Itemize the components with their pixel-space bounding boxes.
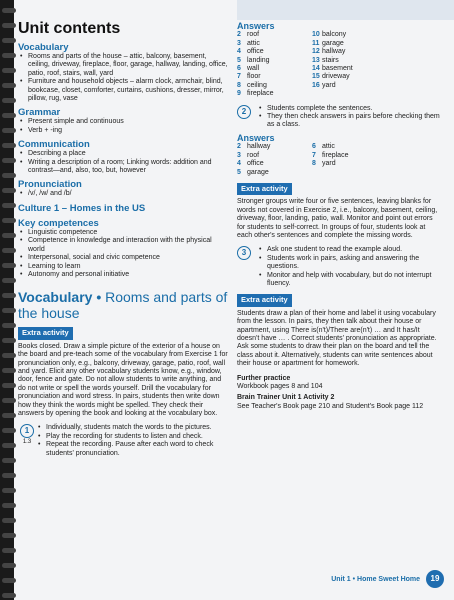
binding-ring [2, 593, 16, 598]
section-title: Vocabulary • Rooms and parts of the house [18, 289, 228, 322]
binding-ring [2, 293, 16, 298]
binding-ring [2, 323, 16, 328]
binding-ring [2, 143, 16, 148]
answer-word: office [247, 160, 264, 168]
binding-ring [2, 473, 16, 478]
exercise-1-list [36, 424, 228, 458]
answer-number: 11 [312, 39, 320, 47]
exercise-2-item: • They then check answers in pairs before checking them as a class. [267, 113, 442, 130]
vocab-list [18, 53, 228, 103]
answer-row [237, 143, 312, 151]
answer-word: roof [247, 151, 260, 159]
answer-row [312, 48, 387, 56]
exercise-2-list [257, 105, 442, 130]
answer-row [312, 31, 387, 39]
section-title-main: Vocabulary [18, 289, 93, 306]
binding-ring [2, 368, 16, 373]
answer-row [237, 90, 312, 98]
answer-word: garage [322, 39, 344, 47]
answer-word: floor [247, 73, 261, 81]
answer-word: balcony [322, 31, 347, 39]
answer-row [237, 160, 312, 168]
section-title-sub: Rooms and parts of the house [18, 289, 228, 322]
culture-heading: Culture 1 – Homes in the US [18, 202, 146, 214]
exercise-1-item: • Repeat the recording. Pause after each word to check students' pronunciation. [46, 441, 228, 458]
competence-item: • Competence in knowledge and interaction with the physical world [28, 237, 228, 254]
answer-row [312, 65, 387, 73]
binding-ring [2, 443, 16, 448]
answer-word: roof [247, 31, 260, 39]
pronunciation-item: • /v/, /w/ and /b/ [28, 190, 228, 198]
exercise-1-item: • Play the recording for students to listen and check. [46, 433, 228, 441]
binding-ring [2, 398, 16, 403]
binding-ring [2, 428, 16, 433]
answer-number: 3 [237, 39, 241, 47]
binding-ring [2, 278, 16, 283]
left-column [18, 20, 228, 458]
competence-item: • Interpersonal, social and civic competence [28, 254, 228, 262]
answer-row [312, 73, 387, 81]
vocab-heading: Vocabulary [18, 42, 69, 53]
binding-ring [2, 548, 16, 553]
answer-row [237, 31, 312, 39]
communication-item: • Describing a place [28, 150, 228, 158]
grammar-heading: Grammar [18, 107, 61, 119]
answer-number: 8 [312, 160, 316, 168]
extra-activity-label: Extra activity [237, 294, 292, 306]
answer-number: 2 [237, 31, 241, 39]
extra-activity-text: Students draw a plan of their home and label it using vocabulary from the lesson. In pairs, they then talk about their house or apartment, using There is(n't)/There are(n't) … and It has/It doesn't have … . Correct students' pronunciation as appropriate. Ask some students to draw their plan on the board and tell the class about it. Alternatively, students can write sentences about their house or apartment for homework. [237, 309, 437, 368]
binding-ring [2, 263, 16, 268]
answer-number: 7 [312, 151, 316, 159]
exercise-2-item: • Students complete the sentences. [267, 105, 442, 113]
answer-row [237, 48, 312, 56]
answer-row [237, 40, 312, 48]
binding-ring [2, 203, 16, 208]
answer-number: 14 [312, 65, 320, 73]
binding-ring [2, 53, 16, 58]
footer-text: Unit 1 • Home Sweet Home [331, 576, 421, 583]
answer-word: fireplace [322, 151, 349, 159]
binding-ring [2, 8, 16, 13]
binding-ring [2, 383, 16, 388]
answer-number: 13 [312, 56, 320, 64]
answers-title: Answers [237, 132, 275, 143]
extra-activity-text: Books closed. Draw a simple picture of the exterior of a house on the board and pre-teach some of the vocabulary from Exercise 1 for pronunciation only, e.g., balcony, driveway, garage, patio, roof, wall and yard. Elicit any other vocabulary students know, e.g., window, door, fence and gate. Do not allow students to write anything, and do not write or spell the words yourself. Drill the vocabulary for pronunciation and word stress. In pairs, students then write down how they think the words might be spelled. They check their answers by opening the book and looking at the vocabulary box. [18, 342, 228, 417]
grammar-item: • Verb + -ing [28, 127, 228, 135]
binding-ring [2, 23, 16, 28]
answer-word: landing [247, 56, 270, 64]
answer-word: yard [322, 160, 336, 168]
answer-row [237, 152, 312, 160]
extra-activity-label: Extra activity [237, 183, 292, 195]
answer-row [312, 143, 387, 151]
competences-heading: Key competences [18, 217, 99, 229]
answer-number: 6 [237, 65, 241, 73]
extra-activity-label: Extra activity [18, 327, 73, 339]
answers-2 [237, 143, 442, 177]
answer-number: 3 [237, 151, 241, 159]
unit-contents-title: Unit contents [18, 20, 121, 37]
brain-text: See Teacher's Book page 210 and Student's Book page 112 [237, 402, 424, 410]
pronunciation-heading: Pronunciation [18, 179, 82, 191]
binding-ring [2, 83, 16, 88]
binding-ring [2, 38, 16, 43]
binding-ring [2, 503, 16, 508]
top-shade [237, 0, 454, 20]
vocab-item: • Rooms and parts of the house – attic, balcony, basement, ceiling, driveway, fireplace, floor, garage, hallway, landing, office, patio, roof, stairs, wall, yard [28, 53, 228, 78]
binding-ring [2, 113, 16, 118]
communication-heading: Communication [18, 139, 90, 151]
further-heading: Further practice [237, 374, 291, 382]
answer-word: hallway [322, 48, 346, 56]
answer-row [312, 57, 387, 65]
vocab-item: • Furniture and household objects – alarm clock, armchair, blind, bookcase, closet, comforter, curtains, cushions, dresser, mirror, pillow, rug, vase [28, 78, 228, 103]
answer-number: 9 [237, 90, 241, 98]
binding-ring [2, 488, 16, 493]
answer-number: 5 [237, 56, 241, 64]
answer-word: fireplace [247, 90, 274, 98]
exercise-1-item: • Individually, students match the words to the pictures. [46, 424, 228, 432]
answer-number: 2 [237, 143, 241, 151]
answer-word: hallway [247, 143, 271, 151]
spiral-binding [0, 0, 14, 600]
binding-ring [2, 578, 16, 583]
communication-item: • Writing a description of a room; Linking words: addition and contrast—and, also, too, but, however [28, 159, 228, 176]
answer-word: attic [247, 39, 260, 47]
exercise-1 [18, 424, 228, 458]
extra-activity-text: Stronger groups write four or five sentences, leaving blanks for words not covered in Exercise 2, i.e., balcony, basement, ceiling, driveway, floor, landing, patio, wall. Monitor and point out errors for students to self-correct. In groups of four, students look at each other's sentences and complete the missing words. [237, 198, 438, 239]
answers-col [312, 143, 387, 177]
brain-heading: Brain Trainer Unit 1 Activity 2 [237, 394, 335, 402]
answers-title: Answers [237, 21, 275, 31]
binding-ring [2, 533, 16, 538]
binding-ring [2, 458, 16, 463]
exercise-3-item: • Students work in pairs, asking and answering the questions. [267, 255, 442, 272]
answer-row [237, 169, 312, 177]
competences-list [18, 229, 228, 279]
binding-ring [2, 563, 16, 568]
answer-row [312, 82, 387, 90]
answer-row [312, 152, 387, 160]
binding-ring [2, 68, 16, 73]
exercise-3-item: • Ask one student to read the example aloud. [267, 246, 442, 254]
further-text: Workbook pages 8 and 104 [237, 383, 323, 391]
answer-number: 6 [312, 143, 316, 151]
exercise-3 [237, 246, 442, 288]
binding-ring [2, 413, 16, 418]
answer-word: wall [247, 65, 260, 73]
binding-ring [2, 518, 16, 523]
competence-item: • Linguistic competence [28, 229, 228, 237]
binding-ring [2, 233, 16, 238]
binding-ring [2, 353, 16, 358]
exercise-number: 1 [20, 424, 34, 438]
answer-word: attic [322, 143, 335, 151]
answer-word: basement [322, 65, 353, 73]
exercise-number: 2 [237, 105, 251, 119]
answer-number: 7 [237, 73, 241, 81]
binding-ring [2, 158, 16, 163]
exercise-3-item: • Monitor and help with vocabulary, but do not interrupt fluency. [267, 272, 442, 289]
binding-ring [2, 128, 16, 133]
answer-word: driveway [322, 73, 350, 81]
exercise-1-marker [18, 424, 36, 458]
binding-ring [2, 218, 16, 223]
answer-row [237, 57, 312, 65]
answer-row [312, 40, 387, 48]
competence-item: • Autonomy and personal initiative [28, 271, 228, 279]
answer-number: 4 [237, 48, 241, 56]
answers-col [237, 143, 312, 177]
binding-ring [2, 188, 16, 193]
answer-number: 16 [312, 81, 320, 89]
exercise-3-list [257, 246, 442, 288]
right-column [237, 22, 442, 411]
answer-number: 4 [237, 160, 241, 168]
answer-number: 12 [312, 48, 320, 56]
answer-word: ceiling [247, 81, 267, 89]
answer-word: garage [247, 168, 269, 176]
answers-1 [237, 31, 442, 98]
answer-number: 5 [237, 168, 241, 176]
exercise-2 [237, 105, 442, 130]
competence-item: • Learning to learn [28, 263, 228, 271]
answers-col [312, 31, 387, 98]
answers-col [237, 31, 312, 98]
binding-ring [2, 338, 16, 343]
answer-number: 10 [312, 31, 320, 39]
answer-word: yard [322, 81, 336, 89]
page-number: 19 [426, 570, 444, 588]
exercise-number: 3 [237, 246, 251, 260]
answer-row [237, 73, 312, 81]
communication-list [18, 150, 228, 175]
binding-ring [2, 308, 16, 313]
answer-number: 8 [237, 81, 241, 89]
grammar-list [18, 118, 228, 135]
answer-word: stairs [322, 56, 339, 64]
binding-ring [2, 248, 16, 253]
answer-word: office [247, 48, 264, 56]
grammar-item: • Present simple and continuous [28, 118, 228, 126]
answer-number: 15 [312, 73, 320, 81]
page-footer [331, 570, 444, 588]
answer-row [237, 65, 312, 73]
binding-ring [2, 173, 16, 178]
answer-row [312, 160, 387, 168]
answer-row [237, 82, 312, 90]
binding-ring [2, 98, 16, 103]
track-number: 1.3 [22, 439, 32, 446]
pronunciation-list [18, 190, 228, 198]
